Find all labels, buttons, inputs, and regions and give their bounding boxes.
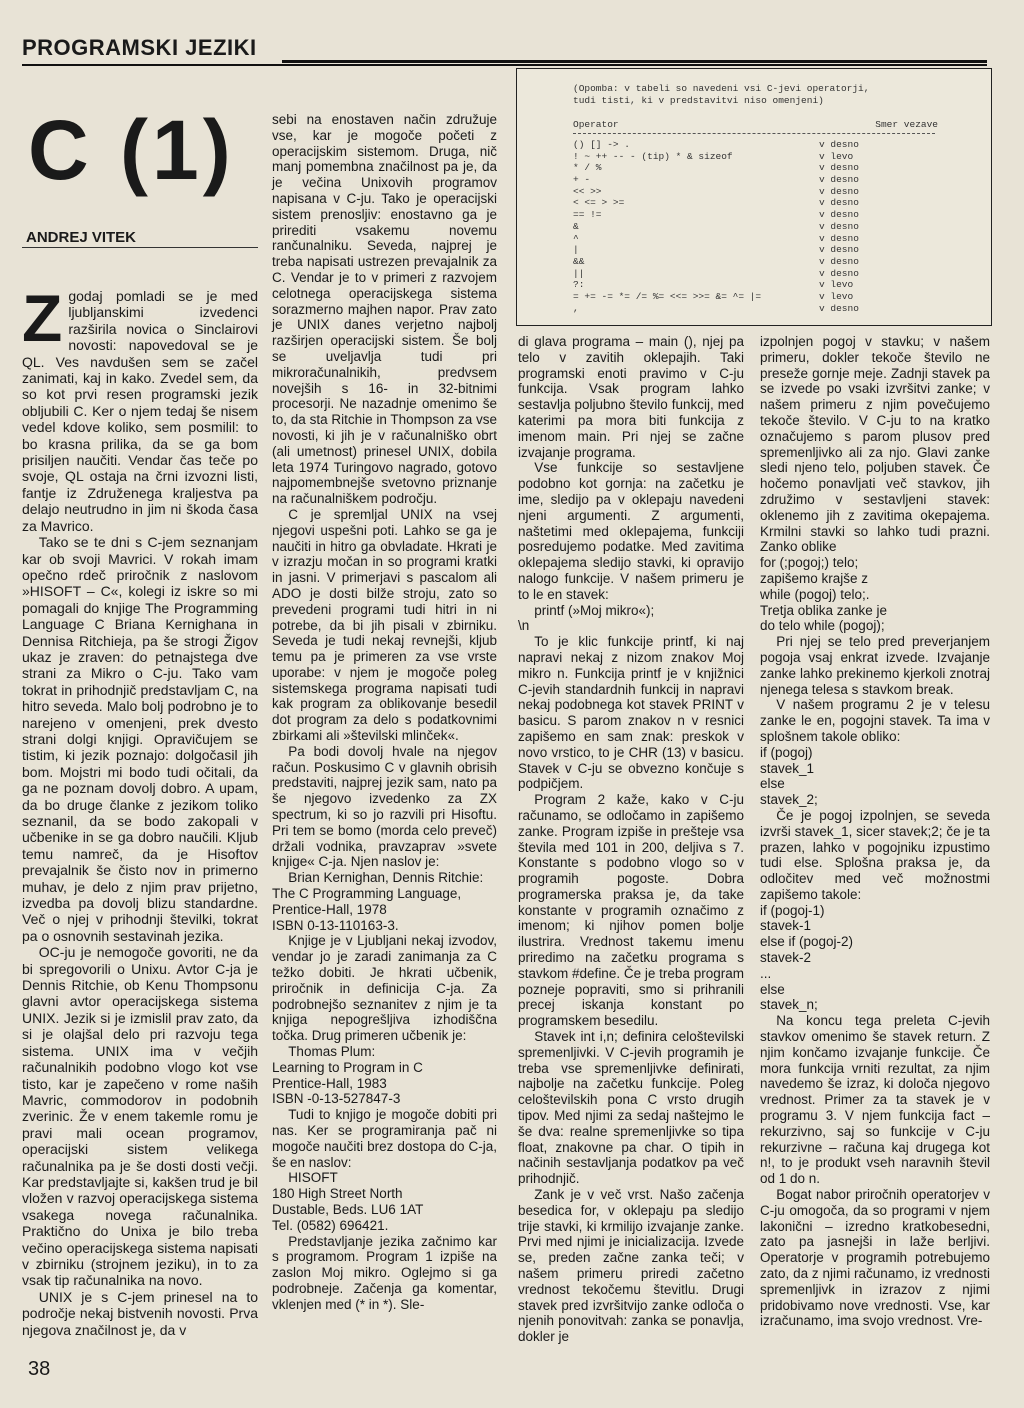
operator-symbols: = += -= *= /= %= <<= >>= &= ^= |= xyxy=(573,290,762,302)
col1-paragraph: Tako se te dni s C-jem seznanjam kar ob svoji Mavrici. V rokah imam opečno rdeč priročnik z naslovom »HISOFT – C«, kolegi iz iskre so mi pomagali do knjige The Programming Language C Briana Kernighana in Dennisa Ritchieja, pa še strogi Žigov ukaz je zraven: do petnajstega dve strani za Mikro o C-ju. Tako vam tokrat in prihodnjič predstavljam C, na hitro seveda. Malo bolj podrobno je to narejeno v omenjeni, prek dvesto strani dolgi knjigi. Opravičujem se tistim, ki jezik poznajo: dolgočasil jih bom. Mojstri mi bodo tudi očitali, da ga ne poznam dovolj dobro. A upam, da bo druge članke z jezikom toliko seznanil, da se bodo zakopali v učbenike in se ga dobro naučili. Kljub temu namreč, da je Hisoftov prevajalnik še čisto nov in primerno muhav, je delo z njim prav prijetno, izvedba pa dovolj blizu standardne. Več o njej v prihodnji številki, tokrat pa o osnovnih sestavinah jezika. xyxy=(22,534,258,944)
operator-symbols: ^ xyxy=(573,232,579,244)
operator-row xyxy=(573,303,943,315)
col4-paragraph: Če je pogoj izpolnjen, se seveda izvrši stavek_1, sicer stavek;2; če je ta prazen, lahko v pogojniku izpustimo tudi else. Splošna praksa je, da odločitev med več možnostmi zapišemo takole: xyxy=(760,807,990,902)
text-column-3 xyxy=(518,334,744,1345)
operator-direction: v desno xyxy=(819,185,859,197)
operator-direction: v desno xyxy=(819,255,859,267)
page-number: 38 xyxy=(28,1358,51,1380)
col4-paragraph: Pri njej se telo pred preverjanjem pogoja vsaj enkrat izvede. Izvajanje zanke lahko prekinemo kjerkoli znotraj njenega telesa s stavkom break. xyxy=(760,634,990,697)
operator-symbols: && xyxy=(573,255,585,267)
operator-row xyxy=(573,151,943,163)
table-note: (Opomba: v tabeli so navedeni vsi C-jevi operatorji, tudi tisti, ki v predstavitvi niso omenjeni) xyxy=(573,83,870,106)
col3-paragraph: Program 2 kaže, kako v C-ju računamo, se odločamo in zapišemo zanke. Program izpiše in prešteje vsa števila med 101 in 200, deljiva s 7. Konstante s podobno vlogo so v programih pogoste. Dobra programerska praksa je, da take konstante v programih označimo z imenom; ki njihov pomen bolje ilustrira. Vrednost takemu imenu priredimo na začetku programa s stavkom #define. Če je treba program pozneje popraviti, smo si prihranili precej iskanja konstant po programskem besedilu. xyxy=(518,792,744,1029)
intro-text: godaj pomladi se je med ljubljanskimi izvedenci razširila novica o Sinclairovi novosti: napovedoval se je QL. Ves navdušen sem se začel zanimati, kaj in kako. Zvedel sem, da so kot prvi resen programski jezik obljubili C. Ker o njem tedaj še nisem vedel kdove koliko, sem posmilil: to bo krasna prilika, da se ga bom prisiljen naučiti. Vendar čas teče po svoje, QL ostaja na črni izvozni listi, fantje iz Združenega kraljestva pa delajo neutrudno in jim ni škoda časa za Mavrico. xyxy=(22,288,258,534)
operator-row xyxy=(573,174,943,186)
col2-paragraph: Predstavljanje jezika začnimo kar s programom. Program 1 izpiše na zaslon Moj mikro. Oglejmo si ga podrobneje. Začenja ga komentar, vklenjen med (* in *). Sle- xyxy=(272,1233,497,1312)
operator-symbols: ?: xyxy=(573,279,585,291)
operator-row xyxy=(573,256,943,268)
col1-paragraph xyxy=(22,281,258,534)
operator-direction: v desno xyxy=(819,244,859,256)
col3-paragraph: printf (»Moj mikro«); \n xyxy=(518,602,655,634)
article-title: C (1) xyxy=(28,103,235,197)
operator-row xyxy=(573,162,943,174)
operator-symbols: + - xyxy=(573,174,591,186)
operator-direction: v levo xyxy=(819,279,854,291)
operator-row xyxy=(573,186,943,198)
operator-row xyxy=(573,291,943,303)
col4-paragraph: if (pogoj-1) stavek-1 else if (pogoj-2) stavek-2 ... else stavek_n; xyxy=(760,902,854,1013)
operator-symbols: , xyxy=(573,302,579,314)
col3-paragraph: Stavek int i,n; definira celoštevilski spremenljivki. V C-jevih programih je treba vse spremenljivke definirati, najbolje na začetku funkcije. Poleg celoštevilskih pona C vrsto drugih tipov. Med njimi za sedaj naštejmo le še dva: realne spremenljivke so tipa float, znakovne pa char. O tipih in načinih sestavljanja podatkov pa več prihodnjič. xyxy=(518,1029,744,1187)
text-column-2 xyxy=(272,112,497,1313)
text-column-4 xyxy=(760,334,990,1329)
operator-symbols: << >> xyxy=(573,185,602,197)
col2-paragraph: Brian Kernighan, Dennis Ritchie: The C Programming Language, Prentice-Hall, 1978 ISBN 0-13-110163-3. xyxy=(272,870,484,933)
col4-paragraph: Bogat nabor priročnih operatorjev v C-ju omogoča, da so programi v njem lakonični – izredno kratkobesedni, zato pa jasnejši in laže berljivi. Operatorje v programih potrebujemo zato, da z njimi računamo, iz vrednosti spremenljivk in izrazov z njimi pridobivamo nove vrednosti. Vse, kar izračunamo, ima svojo vrednost. Vre- xyxy=(760,1187,990,1329)
col4-paragraph: for (;pogoj;) telo; zapišemo krajše z while (pogoj) telo;. Tretja oblika zanke je do telo while (pogoj); xyxy=(760,555,888,634)
col4-paragraph: V našem programu 2 je v telesu zanke le en, pogojni stavek. Ta ima v splošnem takole obliko: xyxy=(760,697,990,744)
col3-paragraph: Vse funkcije so sestavljene podobno kot gornja: na začetku je ime, sledijo pa v oklepaju navedeni njeni argumenti. Z argumenti, naštetimi med oklepajema, funkciji posredujemo podatke. Med zavitima oklepajema sledijo stavki, ki opravijo nalogo funkcije. V našem primeru je to le en stavek: xyxy=(518,460,744,602)
operator-symbols: ! ~ ++ -- - (tip) * & sizeof xyxy=(573,150,733,162)
author-rule xyxy=(22,247,258,248)
col4-paragraph: Na koncu tega preleta C-jevih stavkov omenimo še stavek return. Z njim končamo izvajanje funkcije. Če mora funkcija vrniti rezultat, za njim navedemo še izraz, ki določa njegovo vrednost. Primer za ta stavek je v programu 3. V njem funkcija fact – rekurzivno, saj so funkcije v C-ju rekurzivne – računa kaj drugega kot n!, to je produkt vseh naravnih števil od 1 do n. xyxy=(760,1013,990,1187)
operator-symbols: | xyxy=(573,244,579,256)
operator-row xyxy=(573,233,943,245)
col4-paragraph: izpolnjen pogoj v stavku; v našem primeru, dokler tekoče število ne preseže gornje meje. Zadnji stavek pa se izvede po vsaki izvršitvi zanke; v našem primeru z njim povečujemo tekoče število. V C-ju to na kratko označujemo s parom plusov pred spremenljivko ali za njo. Glavi zanke sledi njeno telo, poljuben stavek. Če hočemo ponavljati več stavkov, jih združimo v sestavljeni stavek: oklenemo jih z zavitima okepajema. Krmilni stavki so lahko tudi prazni. Zanko oblike xyxy=(760,334,990,555)
operator-direction: v levo xyxy=(819,150,854,162)
operator-row xyxy=(573,221,943,233)
operator-direction: v levo xyxy=(819,290,854,302)
col1-paragraph: UNIX je s C-jem prinesel na to področje nekaj bistvenih novosti. Prva njegova značilnost je, da v xyxy=(22,1288,258,1338)
table-header xyxy=(573,119,938,131)
operator-symbols: < <= > >= xyxy=(573,197,625,209)
col2-paragraph: Tudi to knjigo je mogoče dobiti pri nas. Ker se programiranja pač ni mogoče naučiti brez dostopa do C-ja, še en naslov: xyxy=(272,1107,497,1170)
operator-symbols: * / % xyxy=(573,162,602,174)
operator-direction: v desno xyxy=(819,174,859,186)
operator-row xyxy=(573,209,943,221)
col2-paragraph: C je spremljal UNIX na vsej njegovi uspešni poti. Lahko se ga je naučiti in hitro ga obvladate. Hkrati je v izrazju močan in so programi kratki in jasni. V primerjavi s pascalom ali ADO je dosti bilže stroju, zato so prevedeni programi tudi hitri in ni potrebe, da bi jih pisali v zbirniku. Seveda je tudi nekaj revnejši, kljub temu pa je primeren za vse vrste uporabe: v njem je mogoče poleg sistemskega programa napisati tudi kak program za oblikovanje besedil dot program za delo s podatkovnimi zbirkami ali »številski mlinček«. xyxy=(272,506,497,744)
header-direction: Smer vezave xyxy=(875,119,938,130)
operator-direction: v desno xyxy=(819,209,859,221)
operator-symbols: || xyxy=(573,267,585,279)
operator-direction: v desno xyxy=(819,139,859,150)
col2-paragraph: sebi na enostaven način združuje vse, kar je mogoče početi z operacijskim sistemom. Druga, nič manj pomembna značilnost pa je, da je večina Unixovih programov napisana v C-ju. Tako je operacijski sistem prenosljiv: enostavno ga je prirediti vsakemu novemu rančunalniku. Seveda, najprej je treba napisati ustrezen prevajalnik za C. Vendar je to v primeri z razvojem celotnega operacijskega sistema sorazmerno majhen napor. Prav zato je UNIX danes verjetno najbolj razširjen operacijski sistem. Še bolj se uveljavlja tudi pri mikroračunalnikih, predvsem novejših s 16- in 32-bitnimi procesorji. Ne nazadnje omenimo še to, da sta Ritchie in Thompson za vse novosti, ki jih je v računalniško obrt (ali umetnost) prinesel UNIX, dobila leta 1974 Turingovo nagrado, gotovo najpomembnejše svetovno priznanje na računalniškem področju. xyxy=(272,112,497,507)
operator-row xyxy=(573,197,943,209)
section-title: PROGRAMSKI JEZIKI xyxy=(22,35,257,60)
col4-paragraph: if (pogoj) stavek_1 else stavek_2; xyxy=(760,744,818,808)
col2-paragraph: Thomas Plum: Learning to Program in C Prentice-Hall, 1983 ISBN -0-13-527847-3 xyxy=(272,1044,423,1107)
operator-row xyxy=(573,139,943,151)
operator-direction: v desno xyxy=(819,232,859,244)
operator-direction: v desno xyxy=(819,162,859,174)
operator-symbols: & xyxy=(573,220,579,232)
page-rule xyxy=(22,64,987,66)
title-rule xyxy=(282,60,987,63)
drop-cap: Z xyxy=(22,281,63,355)
operator-direction: v desno xyxy=(819,197,859,209)
table-divider xyxy=(573,133,935,134)
operator-table-box xyxy=(516,68,992,326)
operator-direction: v desno xyxy=(819,302,859,314)
operator-direction: v desno xyxy=(819,220,859,232)
operator-rows xyxy=(573,139,943,314)
operator-symbols: () [] -> . xyxy=(573,139,631,150)
col2-paragraph: Pa bodi dovolj hvale na njegov račun. Poskusimo C v glavnih obrisih predstaviti, najprej jezik sam, nato pa še njegovo izvedenko za ZX spectrum, ki so jo razvili pri Hisoftu. Pri tem se bomo (mordа celo preveč) držali vodnika, pravzaprav »svete knjige« C-ja. Njen naslov je: xyxy=(272,743,497,870)
author-name: ANDREJ VITEK xyxy=(26,229,137,246)
operator-row xyxy=(573,268,943,280)
col3-paragraph: Zank je v več vrst. Našo začenja besedica for, v oklepaju pa sledijo trije stavki, ki krmilijo izvajanje zanke. Prvi med njimi je inicializacija. Izvede se, preden začne zanka teči; v našem primeru priredi začetno vrednost tekočemu števitlu. Drugi stavek pred izvršitvijo zanke odloča o njenih ponovitvah: zanka se ponavlja, dokler je xyxy=(518,1187,744,1345)
col3-paragraph: To je klic funkcije printf, ki naj napravi nekaj z nizom znakov Moj mikro n. Funkcija printf je v knjižnici C-jevih standardnih funkcij in napravi nekaj podobnega kot stavek PRINT v basicu. S parom znakov n v resnici zapišemo en sam znak: preskok v novo vrstico, to je CHR (13) v basicu. Stavek v C-ju se obvezno končuje s podpičjem. xyxy=(518,634,744,792)
operator-symbols: == != xyxy=(573,209,602,221)
operator-row xyxy=(573,244,943,256)
col1-paragraph: OC-ju je nemogoče govoriti, ne da bi spregovorili o Unixu. Avtor C-ja je Dennis Ritchie, ob Kenu Thompsonu glavni avtor operacijskega sistema UNIX. Jezik si je izmislil prav zato, da si je olajšal delo pri razvoju tega sistema. UNIX ima v večjih računalnikih podobno vlogo kot vse tisto, kar je zapečeno v rome naših Mavric, commodorov in podobnih zverinic. Že v enem takemle romu je pravi mali ocean programov, operacijski sistem velikega računalnika pa je še dosti dosti večji. Kar predstavljajte si, kakšen trud je bil vložen v razvoj operacijskega sistema vsakega novega računalnika. Praktično do Unixa je bilo treba večino operacijskega sistema napisati v zbirniku (strojnem jeziku), in to za vsak tip računalnika na novo. xyxy=(22,944,258,1289)
operator-direction: v desno xyxy=(819,267,859,279)
text-column-1 xyxy=(22,281,258,1338)
operator-row xyxy=(573,279,943,291)
header-operator: Operator xyxy=(573,119,619,130)
col3-paragraph: di glava programa – main (), njej pa telo v zavitih oklepajih. Taki programski enoti pravimo v C-ju funkcija. Vsak program lahko sestavlja poljubno število funkcij, med katerimi pa mora biti funkcija z imenom main. Pri njej se začne izvajanje programa. xyxy=(518,334,744,460)
col2-paragraph: Knjige je v Ljubljani nekaj izvodov, vendar jo je zaradi zanimanja za C težko dobiti. Je hkrati učbenik, priročnik in definicija C-ja. Za podrobnejšo seznanitev z njim je ta knjiga nepogrešljiva izhodiščna točka. Drug primeren učbenik je: xyxy=(272,933,497,1044)
col2-paragraph: HISOFT 180 High Street North Dustable, Beds. LU6 1AT Tel. (0582) 696421. xyxy=(272,1170,424,1233)
